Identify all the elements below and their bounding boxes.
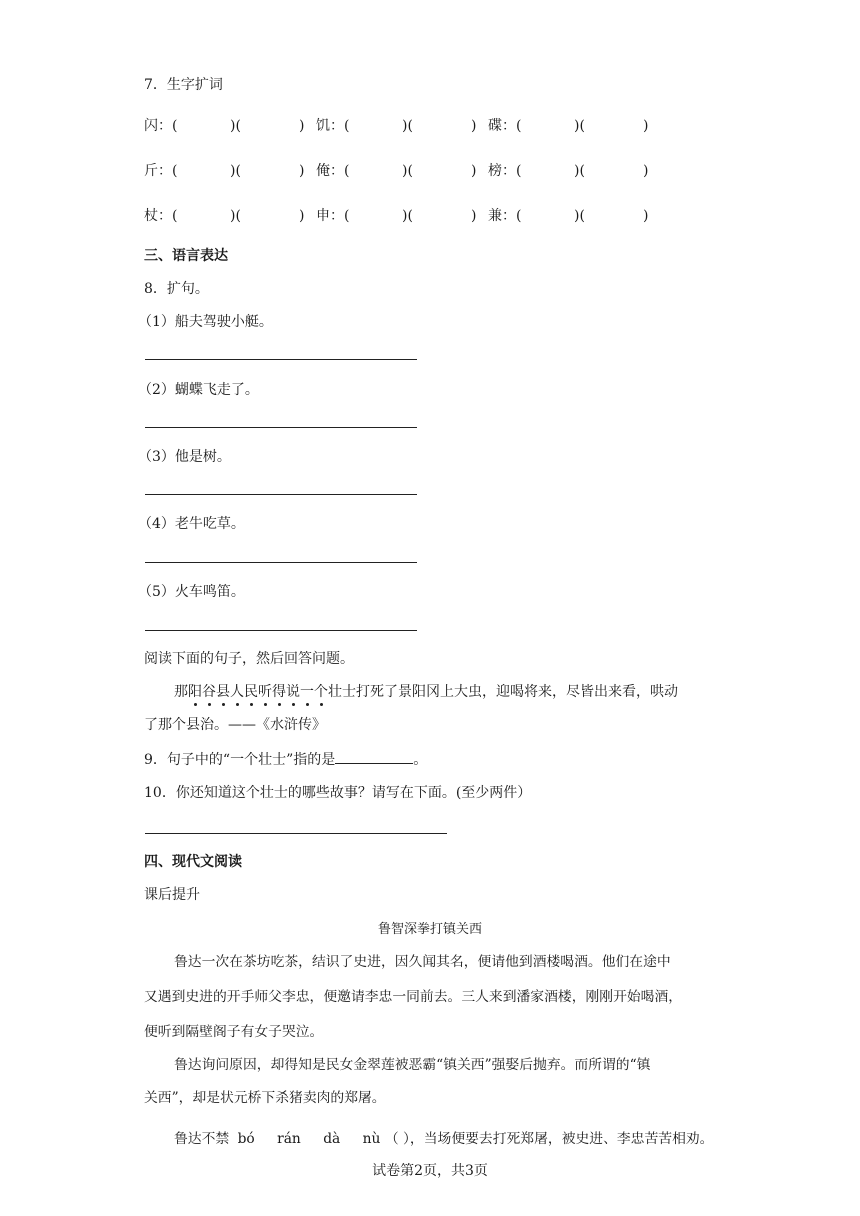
- passage-line-2: 了那个县治。——《水浒传》: [144, 717, 326, 733]
- q7-title: 7．生字扩词: [144, 77, 223, 93]
- q9: 9．句子中的“一个壮士”指的是 。: [144, 749, 427, 769]
- q8-item-2: （2）蝴蝶飞走了。: [138, 382, 259, 398]
- subheading: 课后提升: [144, 887, 200, 903]
- page-footer: 试卷第2页，共3页: [372, 1163, 488, 1179]
- section-heading-3: 三、语言表达: [144, 248, 228, 264]
- answer-line[interactable]: [145, 359, 417, 360]
- dotted-emphasis: [188, 684, 328, 700]
- q10: 10．你还知道这个壮士的哪些故事？请写在下面。(至少两件）: [144, 785, 532, 801]
- q7-cell[interactable]: 饥：( )( ): [316, 118, 477, 134]
- dotted-char: 说: [286, 684, 300, 700]
- answer-line[interactable]: [145, 833, 447, 834]
- story-line: 又遇到史进的开手师父李忠，便邀请李忠一同前去。三人来到潘家酒楼，刚刚开始喝酒，: [144, 989, 683, 1005]
- q8-item-5: （5）火车鸣笛。: [138, 584, 245, 600]
- passage-line-1: 那阳谷县人民听得说一个壮士打死了景阳冈上大虫，迎喝将来，尽皆出来看，哄动: [174, 684, 678, 700]
- reading-intro: 阅读下面的句子，然后回答问题。: [144, 651, 354, 667]
- answer-line[interactable]: [145, 562, 417, 563]
- q8-item-3: （3）他是树。: [138, 449, 231, 465]
- story-title: 鲁智深拳打镇关西: [377, 922, 482, 937]
- dotted-char: 得: [272, 684, 286, 700]
- dotted-char: 一: [300, 684, 314, 700]
- answer-line[interactable]: [145, 427, 417, 428]
- pinyin-answer-paren[interactable]: （ ），: [384, 1131, 424, 1147]
- q7-cell[interactable]: 杖：( )( ): [144, 208, 305, 224]
- story-line: 便听到隔壁阁子有女子哭泣。: [144, 1024, 324, 1040]
- story-line: 鲁达询问原因，却得知是民女金翠莲被恶霸“镇关西”强娶后抛弃。而所谓的“镇: [174, 1057, 651, 1073]
- q8-item-1: （1）船夫驾驶小艇。: [138, 314, 273, 330]
- q7-cell[interactable]: 斤：( )( ): [144, 163, 305, 179]
- answer-line[interactable]: [145, 494, 417, 495]
- q9-answer-blank[interactable]: [335, 749, 413, 764]
- dotted-char: 民: [244, 684, 258, 700]
- dotted-char: 听: [258, 684, 272, 700]
- pinyin-syllable: nù: [362, 1131, 381, 1147]
- answer-line[interactable]: [145, 630, 417, 631]
- story-pinyin-line: 鲁达不禁 bó rán dà nù （ ），当场便要去打死郑屠，被史进、李忠苦苦相劝。: [174, 1131, 714, 1147]
- dotted-char: 人: [230, 684, 244, 700]
- q8-item-4: （4）老牛吃草。: [138, 516, 245, 532]
- dotted-char: 谷: [202, 684, 216, 700]
- dotted-char: 县: [216, 684, 230, 700]
- q7-cell[interactable]: 兼：( )( ): [488, 208, 649, 224]
- q7-cell[interactable]: 碟：( )( ): [488, 118, 649, 134]
- q7-cell[interactable]: 俺：( )( ): [316, 163, 477, 179]
- pinyin-syllable: dà: [323, 1131, 341, 1147]
- q7-cell[interactable]: 榜：( )( ): [488, 163, 649, 179]
- q7-cell[interactable]: 申：( )( ): [316, 208, 477, 224]
- pinyin-syllable: bó: [237, 1131, 255, 1147]
- q8-title: 8．扩句。: [144, 281, 209, 297]
- section-heading-4: 四、现代文阅读: [144, 854, 242, 870]
- dotted-char: 个: [314, 684, 328, 700]
- q7-cell[interactable]: 闪：( )( ): [144, 118, 305, 134]
- dotted-char: 阳: [188, 684, 202, 700]
- story-line: 关西”，却是状元桥下杀猪卖肉的郑屠。: [144, 1090, 386, 1106]
- story-line: 鲁达一次在茶坊吃茶，结识了史进，因久闻其名，便请他到酒楼喝酒。他们在途中: [174, 954, 671, 970]
- pinyin-syllable: rán: [277, 1131, 301, 1147]
